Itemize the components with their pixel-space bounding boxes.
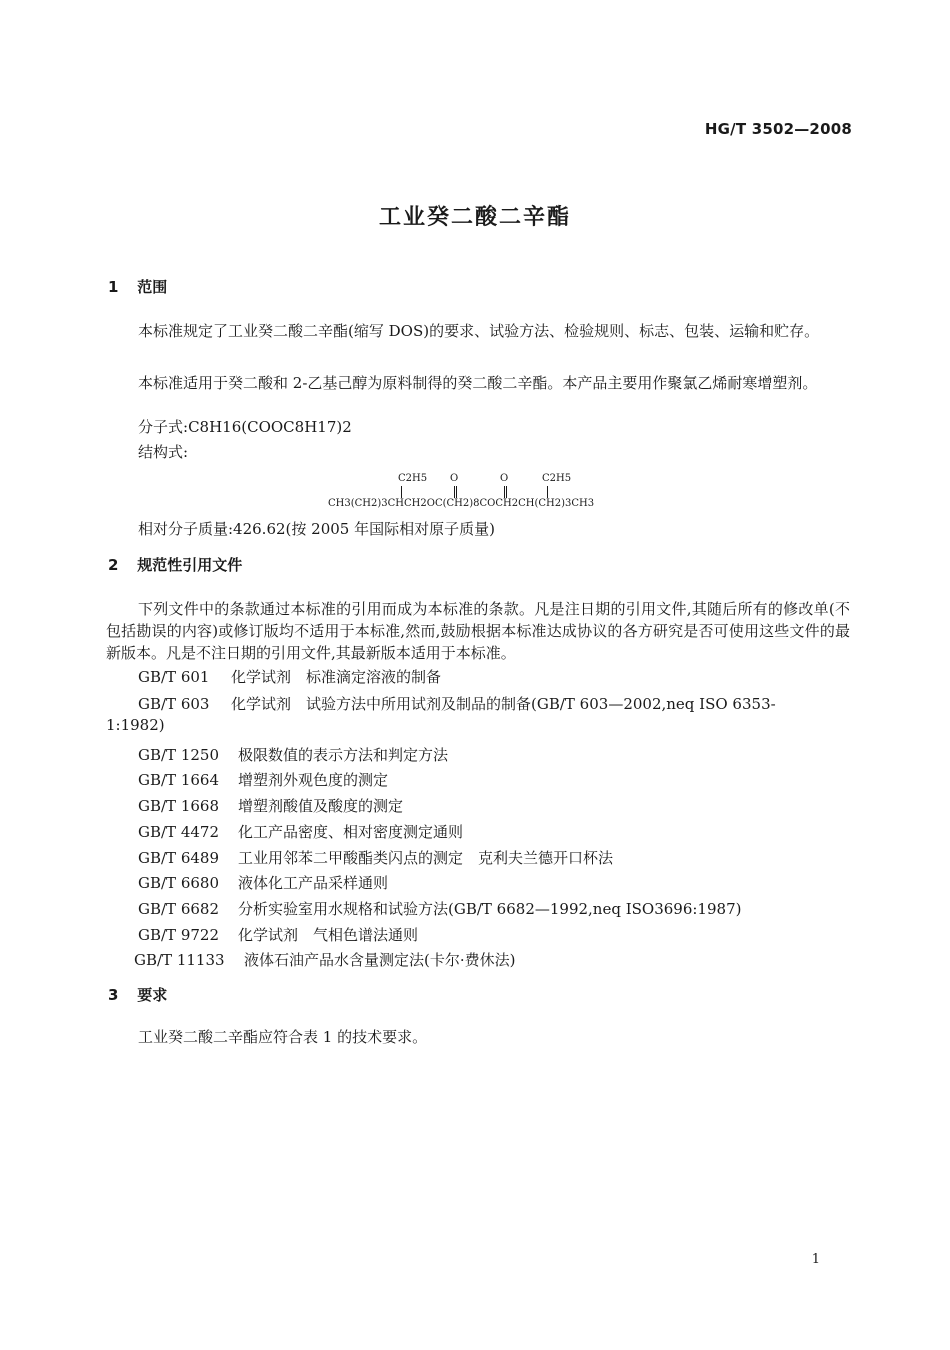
reference-continuation: 1:1982): [106, 716, 165, 734]
section-1-heading: [108, 276, 167, 297]
main-chain: CH3(CH2)3CHCH2OC(CH2)8COCH2CH(CH2)3CH3: [328, 498, 595, 509]
reference-item: [138, 924, 418, 945]
molecular-formula: [138, 416, 352, 437]
bond-line: [547, 486, 548, 498]
carbonyl-oxygen-right: O: [500, 473, 509, 484]
structural-formula: [328, 470, 648, 514]
formula-text: C8H16(COOC8H17)2: [188, 418, 352, 436]
reference-title: 化工产品密度、相对密度测定通则: [238, 823, 464, 841]
requirements-paragraph: 工业癸二酸二辛酯应符合表 1 的技术要求。: [138, 1028, 428, 1046]
bond-line: [504, 486, 505, 498]
reference-title: 增塑剂外观色度的测定: [238, 771, 389, 789]
ethyl-group-left: C2H5: [398, 473, 428, 484]
bond-line: [454, 486, 455, 498]
molecular-mass: 相对分子质量:426.62(按 2005 年国际相对原子质量): [138, 520, 495, 538]
section-title: 范围: [137, 278, 168, 296]
reference-title: 液体化工产品采样通则: [238, 874, 389, 892]
formula-label: 分子式:: [138, 418, 189, 436]
reference-title: 工业用邻苯二甲酸酯类闪点的测定 克利夫兰德开口杯法: [238, 849, 614, 867]
scope-paragraph-1: 本标准规定了工业癸二酸二辛酯(缩写 DOS)的要求、试验方法、检验规则、标志、包装、运输和贮存。: [138, 322, 820, 340]
reference-code: GB/T 6680: [138, 874, 220, 892]
page-number: 1: [811, 1252, 820, 1267]
reference-item: [138, 769, 388, 790]
reference-code: GB/T 11133: [134, 951, 225, 969]
section-2-heading: [108, 554, 242, 575]
reference-title: 化学试剂 试验方法中所用试剂及制品的制备(GB/T 603—2002,neq ISO 6353-: [231, 695, 776, 713]
bond-line: [401, 486, 402, 498]
reference-title: 液体石油产品水含量测定法(卡尔·费休法): [244, 951, 516, 969]
reference-code: GB/T 1664: [138, 771, 220, 789]
reference-title: 化学试剂 气相色谱法通则: [238, 926, 419, 944]
reference-item: [138, 898, 741, 919]
reference-item: [138, 693, 776, 714]
structure-label: 结构式:: [138, 443, 189, 461]
reference-title: 增塑剂酸值及酸度的测定: [238, 797, 404, 815]
reference-code: GB/T 6489: [138, 849, 220, 867]
section-number: 2: [108, 556, 119, 574]
reference-title: 化学试剂 标准滴定溶液的制备: [231, 668, 442, 686]
reference-code: GB/T 1668: [138, 797, 220, 815]
section-number: 3: [108, 986, 119, 1004]
reference-title: 极限数值的表示方法和判定方法: [238, 746, 449, 764]
reference-code: GB/T 603: [138, 695, 210, 713]
reference-item: [138, 795, 403, 816]
reference-code: GB/T 1250: [138, 746, 220, 764]
reference-code: GB/T 9722: [138, 926, 220, 944]
reference-item: [134, 949, 515, 970]
reference-item: [138, 847, 613, 868]
references-intro: 下列文件中的条款通过本标准的引用而成为本标准的条款。凡是注日期的引用文件,其随后所有的修改单(不包括勘误的内容)或修订版均不适用于本标准,然而,鼓励根据本标准达成协议的各方研究是否可使用这些文件的最新版本。凡是不注日期的引用文件,其最新版本适用于本标准。: [106, 600, 850, 662]
scope-paragraph-2: 本标准适用于癸二酸和 2-乙基己醇为原料制得的癸二酸二辛酯。本产品主要用作聚氯乙烯耐寒增塑剂。: [138, 374, 818, 392]
document-title: 工业癸二酸二辛酯: [378, 205, 571, 230]
section-3-heading: [108, 984, 167, 1005]
section-title: 要求: [137, 986, 168, 1004]
carbonyl-oxygen-left: O: [450, 473, 459, 484]
standard-code: HG/T 3502—2008: [704, 120, 852, 138]
reference-item: [138, 744, 448, 765]
reference-code: GB/T 6682: [138, 900, 220, 918]
reference-item: [138, 872, 388, 893]
section-title: 规范性引用文件: [137, 556, 243, 574]
reference-item: [138, 666, 441, 687]
section-number: 1: [108, 278, 119, 296]
reference-title: 分析实验室用水规格和试验方法(GB/T 6682—1992,neq ISO3696:1987): [238, 900, 742, 918]
ethyl-group-right: C2H5: [542, 473, 572, 484]
bond-line: [506, 486, 507, 498]
bond-line: [456, 486, 457, 498]
reference-code: GB/T 4472: [138, 823, 220, 841]
reference-item: [138, 821, 463, 842]
reference-code: GB/T 601: [138, 668, 210, 686]
